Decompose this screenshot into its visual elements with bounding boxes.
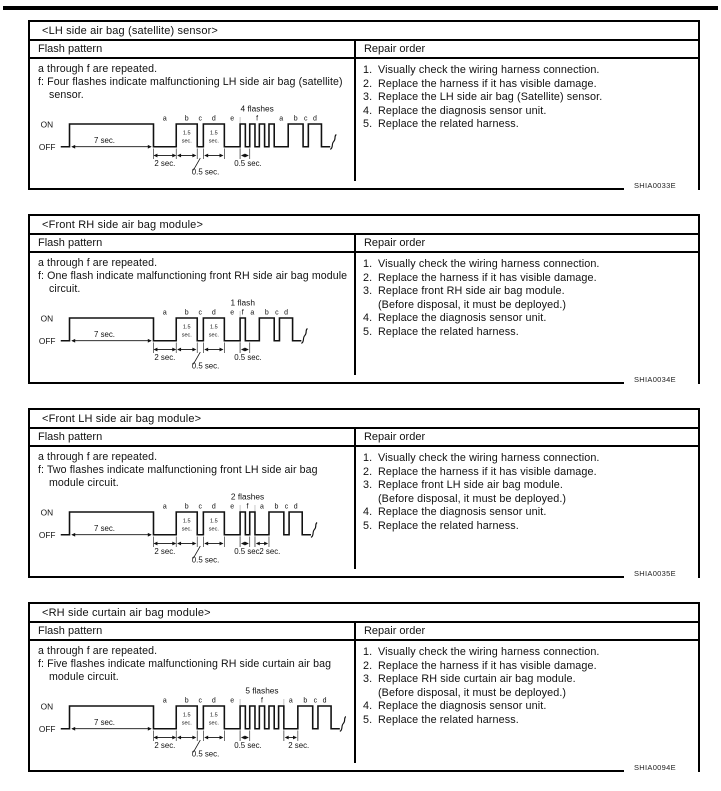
- table: [28, 214, 700, 384]
- step-number: 3.: [362, 285, 373, 298]
- svg-text:sec.: sec.: [208, 720, 219, 727]
- svg-text:f: f: [260, 697, 263, 705]
- flash-pattern-waveform: [38, 297, 350, 372]
- svg-text:d: d: [211, 503, 216, 511]
- step-text: (Before disposal, it must be deployed.): [377, 492, 567, 505]
- figure-id-row: [30, 181, 698, 190]
- repair-steps: [363, 64, 694, 132]
- figure-id: SHIA0034E: [634, 375, 676, 384]
- repeat-note: a through f are repeated.: [38, 257, 158, 269]
- repair-order-cell: [354, 59, 698, 181]
- svg-text:2 sec.: 2 sec.: [154, 741, 176, 751]
- step-number: 2.: [362, 77, 373, 90]
- repair-step: [363, 78, 694, 92]
- table-body-row: [30, 59, 698, 181]
- flash-pattern-waveform: [38, 685, 350, 760]
- step-number: 5.: [362, 713, 373, 726]
- step-text: (Before disposal, it must be deployed.): [377, 686, 567, 699]
- step-text: Replace the related harness.: [377, 118, 519, 131]
- step-text: Replace the LH side air bag (Satellite) sensor.: [377, 91, 603, 104]
- svg-text:c: c: [198, 115, 203, 123]
- repeat-note: a through f are repeated.: [38, 645, 158, 657]
- table-bottom-rule: [30, 770, 624, 772]
- svg-text:ON: ON: [40, 701, 54, 712]
- step-text: (Before disposal, it must be deployed.): [377, 298, 567, 311]
- svg-text:sec.: sec.: [208, 332, 219, 339]
- repair-step: [363, 285, 694, 299]
- step-number: 4.: [362, 104, 373, 117]
- step-text: Replace the diagnosis sensor unit.: [377, 506, 547, 519]
- svg-text:ON: ON: [40, 119, 54, 130]
- svg-text:a: a: [279, 115, 284, 123]
- svg-text:OFF: OFF: [38, 724, 56, 735]
- svg-text:c: c: [198, 503, 203, 511]
- flash-pattern-waveform: [38, 103, 350, 178]
- svg-text:b: b: [303, 697, 308, 705]
- svg-text:c: c: [313, 697, 318, 705]
- svg-text:0.5 sec.: 0.5 sec.: [234, 547, 262, 557]
- fault-note: f: One flash indicate malfunctioning front RH side air bag module circuit.: [38, 270, 348, 296]
- svg-text:b: b: [274, 503, 279, 511]
- repair-step: [363, 506, 694, 520]
- step-number: 1.: [362, 64, 373, 76]
- repair-step: [363, 700, 694, 714]
- svg-text:b: b: [184, 115, 189, 123]
- step-number: 5.: [362, 519, 373, 532]
- svg-text:f: f: [256, 115, 259, 123]
- svg-text:sec.: sec.: [181, 332, 192, 339]
- svg-text:sec.: sec.: [181, 526, 192, 533]
- table-body-row: [30, 447, 698, 569]
- step-number: 2.: [362, 659, 373, 672]
- svg-text:a: a: [162, 115, 167, 123]
- svg-text:d: d: [211, 697, 216, 705]
- repair-step: [363, 258, 694, 272]
- column-header-repair-order: Repair order: [354, 429, 698, 445]
- svg-text:a: a: [288, 697, 293, 705]
- table-title: [30, 216, 698, 235]
- svg-text:d: d: [211, 115, 216, 123]
- svg-text:b: b: [264, 309, 269, 317]
- table-bottom-rule: [30, 382, 624, 384]
- repair-step: [363, 452, 694, 466]
- flash-pattern-cell: [30, 59, 354, 181]
- repair-step: [363, 646, 694, 660]
- svg-text:1.5: 1.5: [182, 518, 191, 525]
- table-title: [30, 22, 698, 41]
- diagnosis-table: [28, 602, 700, 772]
- svg-text:1.5: 1.5: [182, 712, 191, 719]
- step-text: Replace the related harness.: [377, 325, 519, 338]
- table-title-text: <Front RH side air bag module>: [42, 219, 204, 231]
- column-header-flash-pattern: Flash pattern: [38, 431, 103, 443]
- diagnosis-table: [28, 20, 700, 190]
- table-header-row: [30, 429, 698, 447]
- step-text: Visually check the wiring harness connection.: [377, 452, 600, 464]
- step-number: 3.: [362, 673, 373, 686]
- svg-text:c: c: [198, 697, 203, 705]
- svg-text:sec.: sec.: [208, 526, 219, 533]
- service-manual-page: [0, 6, 721, 791]
- step-number: 1.: [362, 452, 373, 464]
- table-body-row: [30, 253, 698, 375]
- step-text: Replace the harness if it has visible damage.: [377, 659, 597, 672]
- table-title-text: <LH side air bag (satellite) sensor>: [42, 25, 218, 37]
- step-number: [363, 493, 378, 507]
- svg-text:2 flashes: 2 flashes: [230, 492, 265, 503]
- svg-text:b: b: [184, 309, 189, 317]
- column-header-flash-pattern: Flash pattern: [38, 43, 103, 55]
- figure-id: SHIA0033E: [634, 181, 676, 190]
- svg-text:ON: ON: [40, 313, 54, 324]
- repair-step: [363, 673, 694, 687]
- svg-text:f: f: [241, 309, 244, 317]
- step-text: Visually check the wiring harness connection.: [377, 646, 600, 658]
- column-header-repair-order: Repair order: [354, 623, 698, 639]
- figure-id: SHIA0094E: [634, 763, 676, 772]
- step-number: 5.: [362, 118, 373, 131]
- fault-note: f: Five flashes indicate malfunctioning RH side curtain air bag module circuit.: [38, 658, 332, 684]
- svg-text:0.5 sec.: 0.5 sec.: [191, 556, 220, 566]
- svg-text:d: d: [293, 503, 298, 511]
- svg-text:d: d: [312, 115, 317, 123]
- svg-text:e: e: [230, 697, 235, 705]
- step-number: 3.: [362, 479, 373, 492]
- repair-order-cell: [354, 253, 698, 375]
- figure-id-row: [30, 375, 698, 384]
- repair-step: [363, 660, 694, 674]
- svg-text:0.5 sec.: 0.5 sec.: [234, 159, 262, 169]
- fault-note: f: Two flashes indicate malfunctioning front LH side air bag module circuit.: [38, 464, 318, 490]
- svg-text:0.5 sec.: 0.5 sec.: [191, 750, 220, 760]
- table-header-row: [30, 41, 698, 59]
- table-body-row: [30, 641, 698, 763]
- step-text: Replace the harness if it has visible damage.: [377, 271, 597, 284]
- step-number: 1.: [362, 258, 373, 270]
- repair-order-cell: [354, 641, 698, 763]
- svg-text:e: e: [230, 503, 235, 511]
- step-text: Replace the harness if it has visible damage.: [377, 465, 597, 478]
- svg-text:sec.: sec.: [181, 720, 192, 727]
- repair-step: [363, 312, 694, 326]
- column-header-repair-order: Repair order: [354, 41, 698, 57]
- repeat-note: a through f are repeated.: [38, 63, 158, 75]
- table: [28, 408, 700, 578]
- step-text: Replace RH side curtain air bag module.: [377, 673, 576, 686]
- repair-step: [363, 64, 694, 78]
- svg-text:d: d: [322, 697, 327, 705]
- svg-text:1.5: 1.5: [182, 324, 191, 331]
- repair-step-note: [363, 299, 694, 313]
- svg-text:c: c: [198, 309, 203, 317]
- step-number: [363, 687, 378, 701]
- step-text: Replace the harness if it has visible damage.: [377, 77, 597, 90]
- table-bottom-rule: [30, 188, 624, 190]
- svg-text:OFF: OFF: [38, 530, 56, 541]
- svg-text:0.5 sec.: 0.5 sec.: [234, 353, 262, 363]
- svg-text:7 sec.: 7 sec.: [94, 524, 115, 534]
- repair-step-note: [363, 493, 694, 507]
- repair-step: [363, 520, 694, 534]
- table-header-row: [30, 235, 698, 253]
- step-number: 2.: [362, 465, 373, 478]
- repair-step: [363, 118, 694, 132]
- repair-steps: [363, 646, 694, 728]
- svg-text:d: d: [211, 309, 216, 317]
- svg-text:d: d: [284, 309, 288, 317]
- flash-pattern-cell: [30, 447, 354, 569]
- svg-text:1.5: 1.5: [182, 130, 191, 137]
- svg-text:2 sec.: 2 sec.: [154, 159, 176, 169]
- repair-step: [363, 272, 694, 286]
- svg-text:f: f: [246, 503, 249, 511]
- table: [28, 20, 700, 190]
- svg-text:2 sec.: 2 sec.: [288, 741, 310, 751]
- svg-text:5 flashes: 5 flashes: [245, 686, 279, 697]
- figure-id: SHIA0035E: [634, 569, 676, 578]
- svg-text:0.5 sec.: 0.5 sec.: [234, 741, 262, 751]
- step-text: Replace the related harness.: [377, 519, 519, 532]
- svg-text:e: e: [230, 309, 235, 317]
- table-title: [30, 410, 698, 429]
- svg-text:ON: ON: [40, 507, 54, 518]
- column-header-repair-order: Repair order: [354, 235, 698, 251]
- flash-pattern-cell: [30, 641, 354, 763]
- diagnosis-table: [28, 408, 700, 578]
- svg-text:a: a: [162, 697, 167, 705]
- svg-text:a: a: [250, 309, 255, 317]
- svg-text:2 sec.: 2 sec.: [259, 547, 281, 557]
- svg-text:7 sec.: 7 sec.: [94, 136, 115, 146]
- svg-text:OFF: OFF: [38, 336, 56, 347]
- flash-pattern-waveform: [38, 491, 350, 566]
- svg-text:0.5 sec.: 0.5 sec.: [191, 168, 220, 178]
- svg-text:c: c: [275, 309, 279, 317]
- svg-text:b: b: [184, 697, 189, 705]
- step-text: Visually check the wiring harness connection.: [377, 64, 600, 76]
- table-title-text: <Front LH side air bag module>: [42, 413, 202, 425]
- repair-steps: [363, 452, 694, 534]
- flash-pattern-cell: [30, 253, 354, 375]
- page-top-rule: [3, 6, 718, 10]
- svg-text:b: b: [184, 503, 189, 511]
- step-text: Replace the related harness.: [377, 713, 519, 726]
- repair-step: [363, 326, 694, 340]
- svg-text:1.5: 1.5: [210, 324, 218, 331]
- table: [28, 602, 700, 772]
- table-bottom-rule: [30, 576, 624, 578]
- step-number: 5.: [362, 325, 373, 338]
- svg-text:OFF: OFF: [38, 142, 56, 153]
- step-number: [363, 299, 378, 313]
- svg-text:2 sec.: 2 sec.: [154, 547, 176, 557]
- repair-order-cell: [354, 447, 698, 569]
- svg-text:1.5: 1.5: [210, 130, 218, 137]
- repair-step: [363, 466, 694, 480]
- svg-text:a: a: [162, 503, 167, 511]
- step-text: Replace the diagnosis sensor unit.: [377, 700, 547, 713]
- svg-text:1.5: 1.5: [210, 518, 218, 525]
- step-number: 3.: [362, 91, 373, 104]
- step-number: 4.: [362, 312, 373, 325]
- step-number: 4.: [362, 700, 373, 713]
- repair-step-note: [363, 687, 694, 701]
- svg-text:c: c: [303, 115, 308, 123]
- svg-text:sec.: sec.: [208, 138, 219, 145]
- step-text: Replace front LH side air bag module.: [377, 479, 563, 492]
- table-title: [30, 604, 698, 623]
- repair-step: [363, 479, 694, 493]
- diagnosis-table: [28, 214, 700, 384]
- step-number: 1.: [362, 646, 373, 658]
- step-text: Visually check the wiring harness connection.: [377, 258, 600, 270]
- svg-text:2 sec.: 2 sec.: [154, 353, 176, 363]
- svg-text:1 flash: 1 flash: [230, 298, 255, 309]
- repeat-note: a through f are repeated.: [38, 451, 158, 463]
- table-header-row: [30, 623, 698, 641]
- figure-id-row: [30, 569, 698, 578]
- svg-text:7 sec.: 7 sec.: [94, 330, 115, 340]
- step-text: Replace the diagnosis sensor unit.: [377, 312, 547, 325]
- svg-text:c: c: [284, 503, 289, 511]
- repair-step: [363, 714, 694, 728]
- repair-step: [363, 91, 694, 105]
- step-text: Replace the diagnosis sensor unit.: [377, 104, 547, 117]
- repair-steps: [363, 258, 694, 340]
- column-header-flash-pattern: Flash pattern: [38, 237, 103, 249]
- svg-text:b: b: [293, 115, 298, 123]
- svg-text:a: a: [260, 503, 264, 511]
- svg-text:0.5 sec.: 0.5 sec.: [191, 362, 220, 372]
- svg-text:e: e: [230, 115, 235, 123]
- step-number: 2.: [362, 271, 373, 284]
- table-title-text: <RH side curtain air bag module>: [42, 607, 211, 619]
- figure-id-row: [30, 763, 698, 772]
- column-header-flash-pattern: Flash pattern: [38, 625, 103, 637]
- step-text: Replace front RH side air bag module.: [377, 285, 565, 298]
- svg-text:7 sec.: 7 sec.: [94, 718, 115, 728]
- fault-note: f: Four flashes indicate malfunctioning LH side air bag (satellite) sensor.: [38, 76, 343, 102]
- svg-text:sec.: sec.: [181, 138, 192, 145]
- svg-text:a: a: [162, 309, 167, 317]
- repair-step: [363, 105, 694, 119]
- svg-text:1.5: 1.5: [210, 712, 218, 719]
- svg-text:4 flashes: 4 flashes: [240, 104, 274, 115]
- step-number: 4.: [362, 506, 373, 519]
